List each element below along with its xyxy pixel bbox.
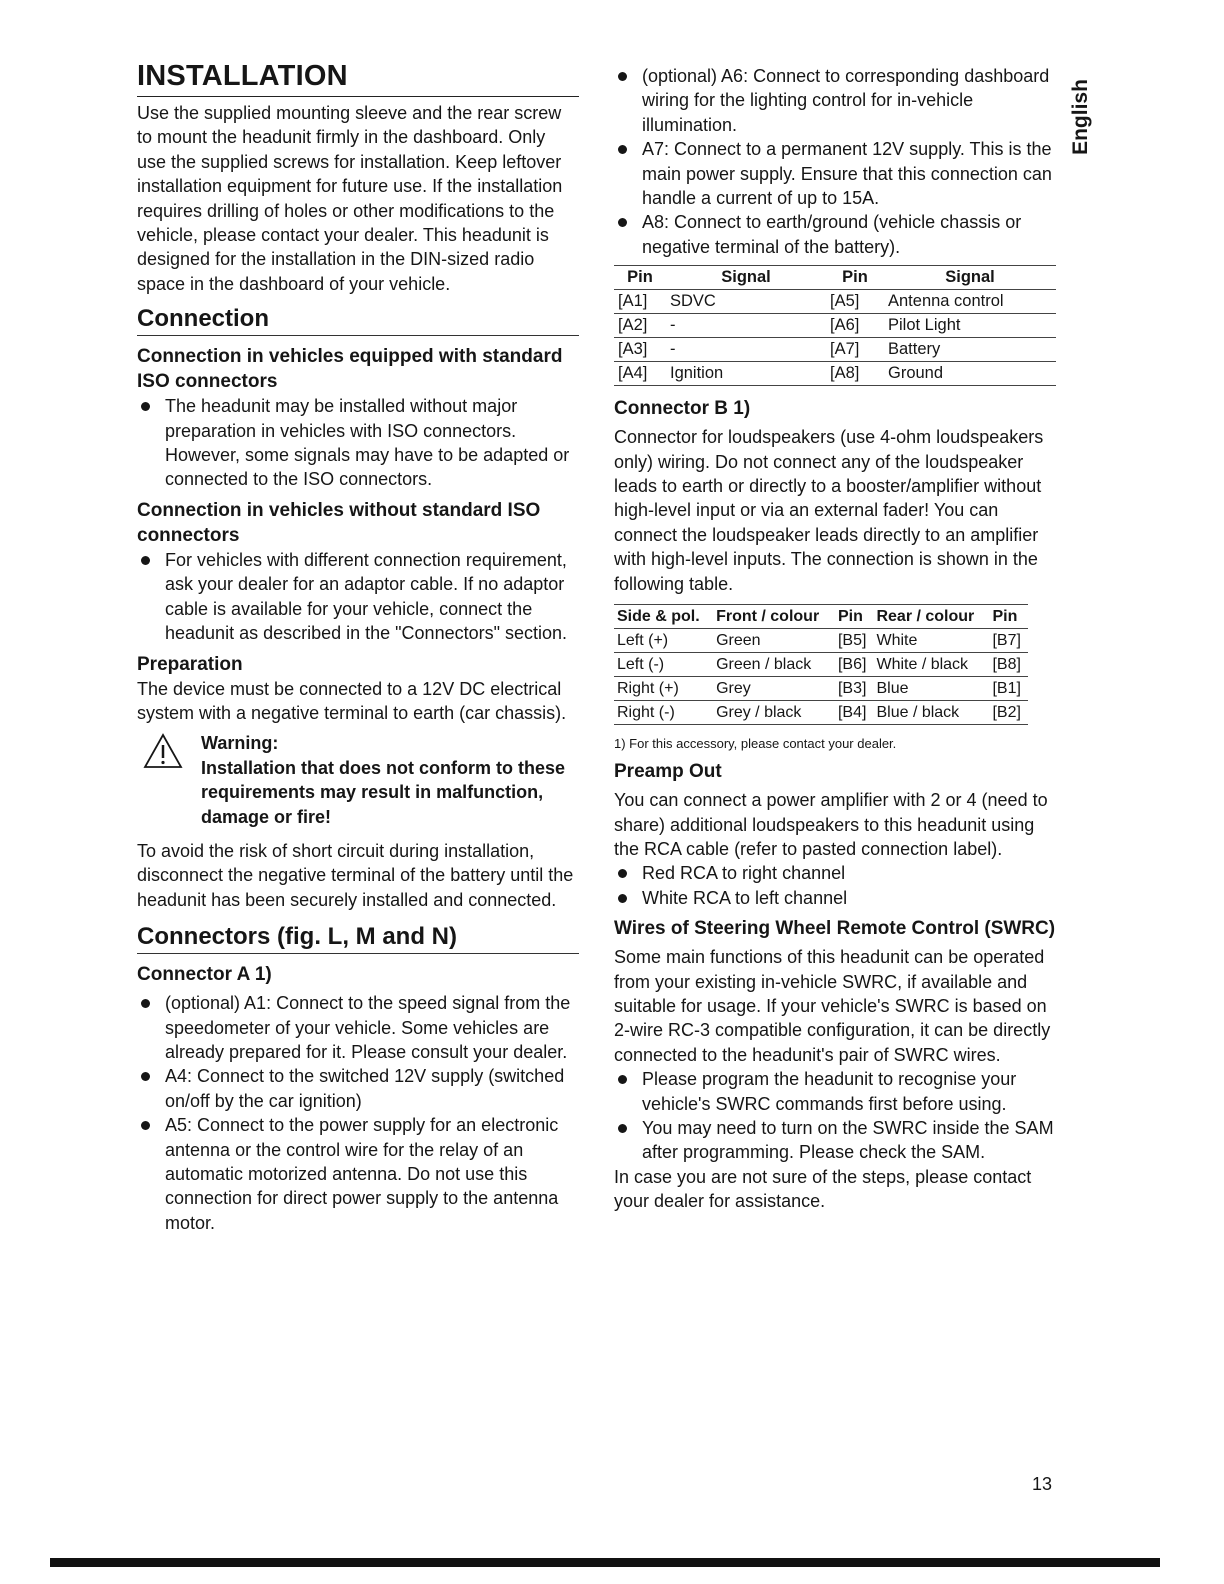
list-item: Please program the headunit to recognise your vehicle's SWRC commands first before using.	[614, 1067, 1056, 1116]
language-side-tab	[1068, 74, 1094, 160]
bullet-icon	[141, 402, 150, 411]
avoid-short-circuit-text: To avoid the risk of short circuit during installation, disconnect the negative terminal of the battery until the headunit has been securely installed and connected.	[137, 840, 574, 910]
table-row: [A2] - [A6] Pilot Light	[614, 314, 1056, 338]
bullet-icon	[618, 869, 627, 878]
list-item: For vehicles with different connection requirement, ask your dealer for an adaptor cable. If no adaptor cable is available for your vehicle, connect the headunit as described in the "Connectors" section.	[137, 548, 579, 646]
warning-triangle-icon	[143, 733, 183, 769]
page-title: INSTALLATION	[137, 58, 579, 97]
table-row: Left (-) Green / black [B6] White / black [B8]	[614, 653, 1028, 677]
table-row: [A3] - [A7] Battery	[614, 338, 1056, 362]
preamp-heading: Preamp Out	[614, 761, 722, 783]
connector-b-text: Connector for loudspeakers (use 4-ohm loudspeakers only) wiring. Do not connect any of the loudspeaker leads to earth or directly to a booster/amplifier without high-level input or via an external fader! You can connect the loudspeaker leads directly to an amplifier with high-level inputs. The connection is shown in the following table.	[614, 427, 1044, 594]
non-iso-list	[137, 548, 579, 646]
bullet-icon	[141, 1072, 150, 1081]
list-item: A7: Connect to a permanent 12V supply. This is the main power supply. Ensure that this connection can handle a current of up to 15A.	[614, 137, 1056, 210]
bullet-icon	[141, 999, 150, 1008]
right-column	[614, 64, 1056, 1214]
table-row: Right (-) Grey / black [B4] Blue / black [B2]	[614, 701, 1028, 725]
bullet-icon	[618, 72, 627, 81]
non-iso-heading: Connection in vehicles without standard ISO connectors	[137, 499, 541, 546]
connection-heading: Connection	[137, 304, 579, 336]
connectors-heading: Connectors (fig. L, M and N)	[137, 922, 579, 954]
preparation-text: The device must be connected to a 12V DC electrical system with a negative terminal to earth (car chassis).	[137, 678, 567, 723]
bullet-icon	[618, 894, 627, 903]
connector-a-list	[137, 991, 579, 1235]
language-label: English	[1069, 79, 1092, 155]
bullet-icon	[618, 145, 627, 154]
closing-text: In case you are not sure of the steps, please contact your dealer for assistance.	[614, 1166, 1032, 1212]
table-row: [A4] Ignition [A8] Ground	[614, 362, 1056, 386]
list-item: (optional) A6: Connect to corresponding dashboard wiring for the lighting control for in-vehicle illumination.	[614, 64, 1056, 137]
pin-table	[614, 265, 1056, 386]
swrc-list	[614, 1067, 1056, 1165]
table-row: Right (+) Grey [B3] Blue [B1]	[614, 677, 1028, 701]
bullet-icon	[618, 1075, 627, 1084]
page-number: 13	[1032, 1474, 1053, 1494]
bottom-rule	[50, 1558, 1160, 1567]
table-row: Left (+) Green [B5] White [B7]	[614, 629, 1028, 653]
list-item: A5: Connect to the power supply for an electronic antenna or the control wire for the relay of an automatic motorized antenna. Do not use this connection for direct power supply to the antenna motor.	[137, 1113, 579, 1235]
list-item: A4: Connect to the switched 12V supply (switched on/off by the car ignition)	[137, 1064, 579, 1113]
footnote: 1) For this accessory, please contact your dealer.	[614, 736, 897, 752]
preparation-heading: Preparation	[137, 653, 243, 675]
list-item: (optional) A1: Connect to the speed signal from the speedometer of your vehicle. Some vehicles are already prepared for it. Please consult your dealer.	[137, 991, 579, 1064]
preamp-list	[614, 861, 1056, 910]
connector-b-heading: Connector B 1)	[614, 398, 751, 420]
intro-paragraph: Use the supplied mounting sleeve and the rear screw to mount the headunit firmly in the dashboard. Only use the supplied screws for installation. Keep leftover installation equipment for future use. If the installation requires drilling of holes or other modifications to the vehicle, please contact your dealer. This headunit is designed for the installation in the DIN-sized radio space in the dashboard of your vehicle.	[137, 103, 563, 294]
list-item: Red RCA to right channel	[614, 861, 1056, 885]
connector-a-heading: Connector A 1)	[137, 964, 272, 986]
bullet-icon	[618, 1124, 627, 1133]
table-header-row: Pin Signal Pin Signal	[614, 266, 1056, 290]
speaker-table	[614, 604, 1028, 725]
swrc-heading: Wires of Steering Wheel Remote Control (SWRC)	[614, 918, 1056, 940]
list-item: White RCA to left channel	[614, 886, 1056, 910]
bullet-icon	[141, 1121, 150, 1130]
iso-list	[137, 394, 579, 492]
bullet-icon	[618, 218, 627, 227]
connector-a-list-continued	[614, 64, 1056, 259]
table-header-row: Side & pol. Front / colour Pin Rear / colour Pin	[614, 605, 1028, 629]
warning-text: Installation that does not conform to these requirements may result in malfunction, damage or fire!	[201, 757, 566, 827]
warning-box	[137, 731, 579, 829]
list-item: The headunit may be installed without major preparation in vehicles with ISO connectors. However, some signals may have to be adapted or connected to the ISO connectors.	[137, 394, 579, 492]
bullet-icon	[141, 556, 150, 565]
preamp-text: You can connect a power amplifier with 2 or 4 (need to share) additional loudspeakers to this headunit using the RCA cable (refer to pasted connection label).	[614, 790, 1048, 859]
swrc-text: Some main functions of this headunit can be operated from your existing in-vehicle SWRC, if available and suitable for usage. If your vehicle's SWRC is based on 2-wire RC-3 compatible configuration, it can be directly connected to the headunit's pair of SWRC wires.	[614, 947, 1051, 1065]
list-item: A8: Connect to earth/ground (vehicle chassis or negative terminal of the battery).	[614, 210, 1056, 259]
iso-heading: Connection in vehicles equipped with standard ISO connectors	[137, 346, 563, 393]
list-item: You may need to turn on the SWRC inside the SAM after programming. Please check the SAM.	[614, 1116, 1056, 1165]
left-column	[137, 58, 579, 1235]
warning-label: Warning:	[201, 733, 279, 754]
table-row: [A1] SDVC [A5] Antenna control	[614, 290, 1056, 314]
